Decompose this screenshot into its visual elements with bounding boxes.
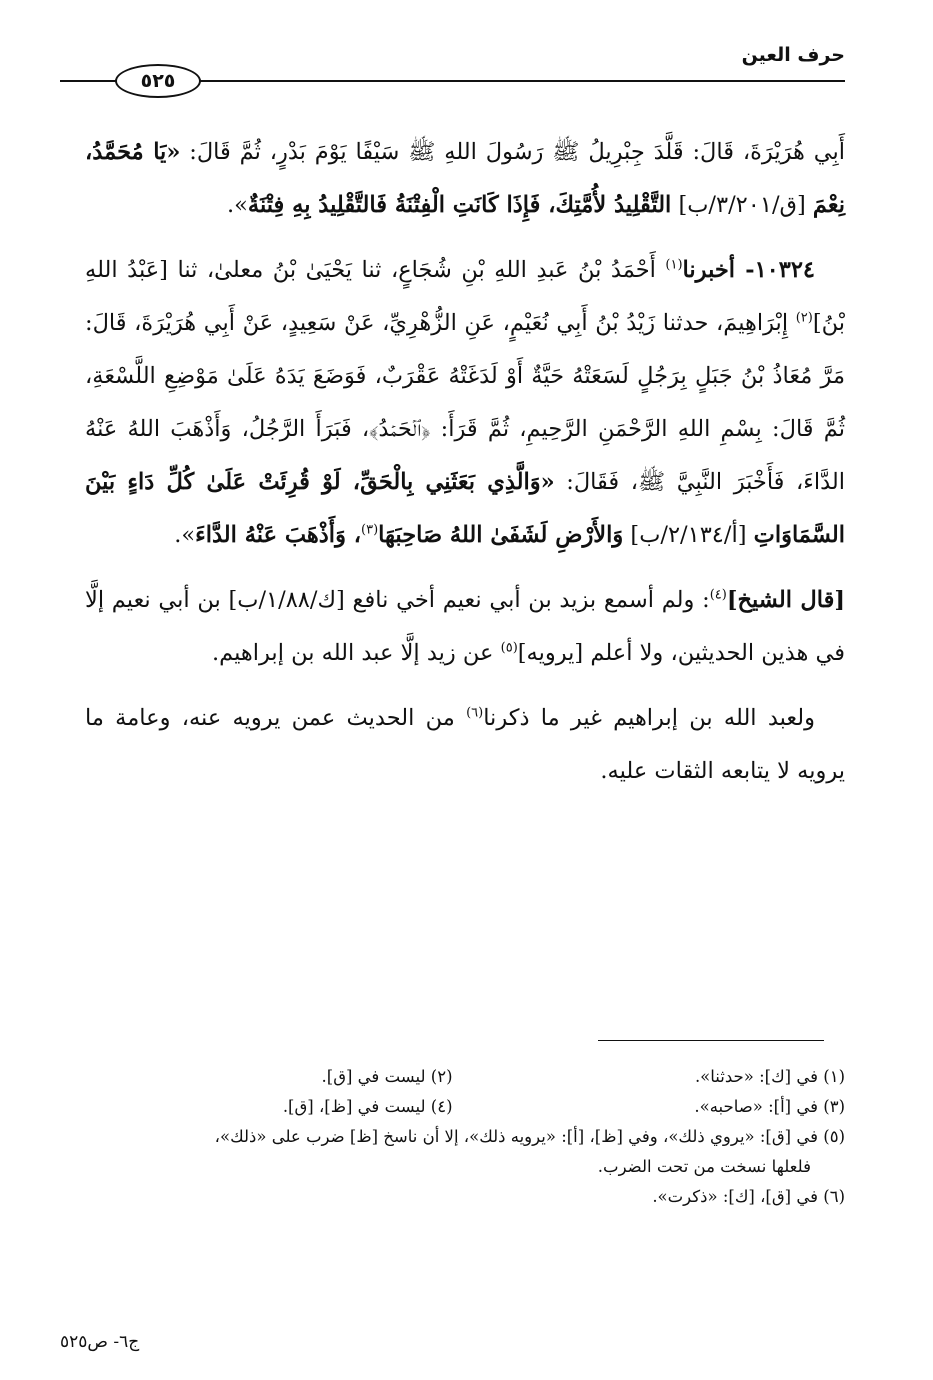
page-number-badge	[115, 64, 201, 98]
narration-verb: أخبرنا	[682, 257, 736, 283]
footnote-5: (٥) في [ق]: «يروي ذلك»، وفي [ظ]، [أ]: «يرويه ذلك»، إلا أن ناسخ [ظ] ضرب على «ذلك»،	[214, 1127, 845, 1146]
paragraph-2	[85, 244, 845, 562]
footnote-6: (٦) في [ق]، [ك]: «ذكرت».	[652, 1187, 845, 1206]
text: ».	[226, 192, 248, 218]
footnote-ref[interactable]: (٤)	[709, 587, 727, 603]
footnote-row	[60, 1062, 845, 1092]
text: ».	[174, 522, 196, 548]
footnote-1: (١) في [ك]: «حدثنا».	[694, 1067, 845, 1086]
page-number: ٥٢٥	[140, 70, 176, 92]
text: عن زيد إلَّا عبد الله بن إبراهيم.	[211, 640, 501, 666]
hadith-text: «وَالَّذِي بَعَثَنِي بِالْحَقِّ، لَوْ قُرِئَتْ عَلَىٰ كُلِّ دَاءٍ بَيْنَ السَّمَاوَاتِ	[85, 469, 845, 548]
text: ولعبد الله بن إبراهيم غير ما ذكرنا	[483, 705, 815, 731]
footnote-3: (٣) في [أ]: «صاحبه».	[694, 1097, 845, 1116]
main-text	[85, 126, 845, 798]
footnote-ref[interactable]: (٥)	[500, 640, 518, 656]
section-title: حرف العين	[741, 44, 845, 66]
footnote-2: (٢) ليست في [ق].	[321, 1067, 453, 1086]
footnote-ref[interactable]: (٢)	[795, 310, 813, 326]
footnote-ref[interactable]: (٦)	[466, 705, 484, 721]
text: أَبِي هُرَيْرَةَ، قَالَ: قَلَّدَ جِبْرِيلُ ﷺ رَسُولَ اللهِ ﷺ سَيْفًا يَوْمَ بَدْرٍ، ثُمَّ قَالَ:	[180, 139, 846, 165]
manuscript-ref: [ق/٣/٢٠١/ب]	[671, 192, 813, 218]
paragraph-3	[85, 574, 845, 680]
footnote-ref[interactable]: (١)	[665, 257, 683, 273]
footnote-5-continuation: فلعلها نسخت من تحت الضرب.	[597, 1157, 811, 1176]
footnote-row	[60, 1092, 845, 1122]
hadith-text: ، وَأَذْهَبَ عَنْهُ الدَّاءَ	[195, 522, 362, 548]
text: من الحديث عمن يرويه عنه، وعامة ما يرويه لا يتابعه الثقات عليه.	[85, 705, 845, 784]
text: أَحْمَدُ بْنُ عَبدِ اللهِ بْنِ شُجَاعٍ، ثنا يَحْيَىٰ بْنُ معلىٰ، ثنا [عَبْدُ اللهِ بْنُ]	[85, 257, 845, 336]
text: : ولم أسمع بزيد بن أبي نعيم أخي نافع [ك/١/٨٨/ب] بن أبي نعيم إلَّا في هذين الحديثين، ولا أعلم [يرويه]	[85, 587, 845, 666]
hadith-text: التَّقْلِيدُ لأُمَّتِكَ، فَإِذَا كَانَتِ الْفِتْنَةُ فَالتَّقْلِيدُ بِهِ فِتْنَةٌ	[247, 192, 672, 218]
footnote-ref[interactable]: (٣)	[361, 522, 379, 538]
hadith-text: وَالأَرْضِ لَشَفَىٰ اللهُ صَاحِبَهَا	[378, 522, 624, 548]
footnote-rule	[598, 1040, 824, 1041]
footnotes	[60, 1062, 845, 1212]
author-note-label: [قال الشيخ]	[726, 587, 845, 613]
footnote-4: (٤) ليست في [ظ]، [ق].	[282, 1097, 453, 1116]
hadith-text: «يَا مُحَمَّدُ، نِعْمَ	[85, 139, 845, 218]
paragraph-1	[85, 126, 845, 232]
paragraph-4	[85, 692, 845, 798]
hadith-number: ١٠٣٢٤-	[735, 257, 816, 283]
text: إِبْرَاهِيمَ، حدثنا زَيْدُ بْنُ أَبِي نُعَيْمٍ، عَنِ الزُّهْرِيِّ، عَنْ سَعِيدٍ، عَنْ أَبِي هُرَيْرَةَ، قَالَ: مَرَّ مُعَاذُ بْنُ جَبَلٍ بِرَجُلٍ لَسَعَتْهُ حَيَّةٌ أَوْ لَدَغَتْهُ عَقْرَبٌ، فَوَضَعَ يَدَهُ عَلَىٰ مَوْضِعِ اللَّسْعَةِ، ثُمَّ قَالَ: بِسْمِ اللهِ الرَّحْمَنِ الرَّحِيمِ، ثُمَّ قَرَأَ: ﴿ٱلۡحَمۡدُ﴾، فَبَرَأَ الرَّجُلُ، وَأَذْهَبَ اللهُ عَنْهُ الدَّاءَ، فَأَخْبَرَ النَّبِيَّ ﷺ، فَقَالَ:	[85, 310, 845, 495]
manuscript-ref: [أ/٢/١٣٤/ب]	[623, 522, 754, 548]
volume-page-ref: ج٦- ص٥٢٥	[60, 1332, 140, 1352]
